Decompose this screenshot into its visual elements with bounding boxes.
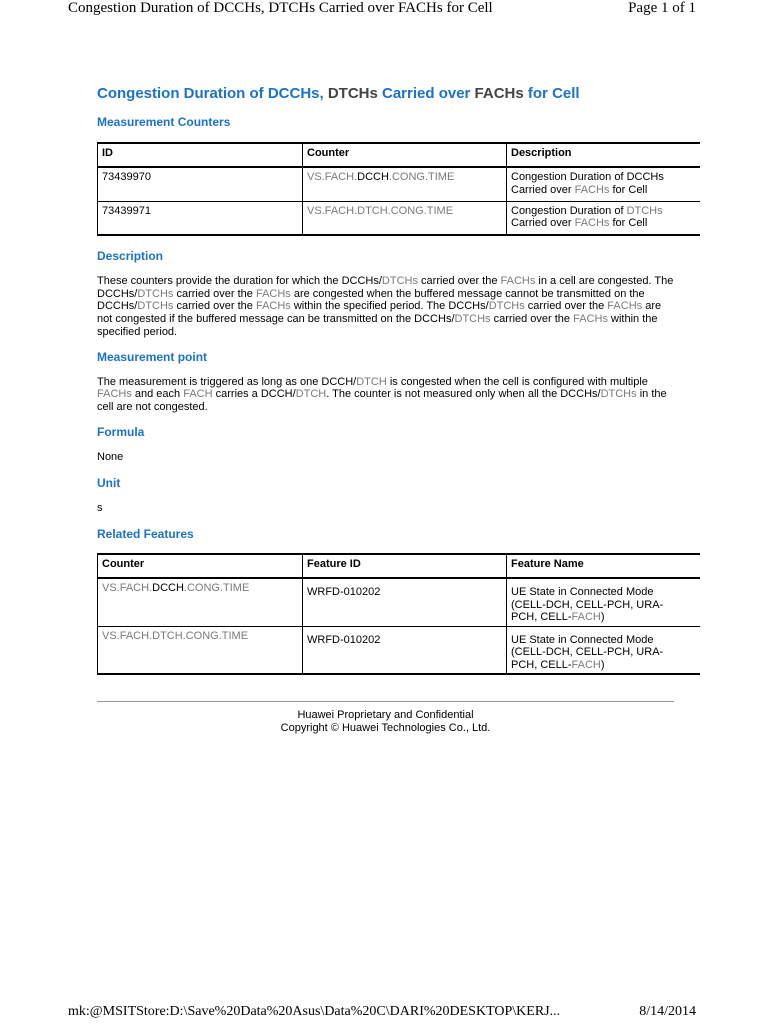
cell-id: 73439971: [98, 201, 303, 235]
cell-description: Congestion Duration of DTCHs Carried over FACHs for Cell: [507, 201, 700, 235]
cell-description: Congestion Duration of DCCHs Carried over FACHs for Cell: [507, 167, 700, 201]
measurement-point-text: The measurement is triggered as long as one DCCH/DTCH is congested when the cell is configured with multiple FACHs and each FACH carries a DCCH/DTCH. The counter is not measured only when all the DCCHs/DTCHs in the cell are not congested.: [97, 375, 667, 413]
features-table: [97, 553, 700, 675]
description-text: These counters provide the duration for which the DCCHs/DTCHs carried over the FACHs in a cell are congested. The DCCHs/DTCHs carried over the FACHs are congested when the buffered message cannot be transmitted on the DCCHs/DTCHs carried over the FACHs within the specified period. The DCCHs/DTCHs carried over the FACHs are not congested if the buffered message can be transmitted on the DCCHs/DTCHs carried over the FACHs within the specified period.: [97, 275, 674, 338]
unit-value: s: [97, 502, 103, 515]
cell-counter-link[interactable]: VS.FACH.DCCH.CONG.TIME: [98, 578, 303, 626]
related-features-heading: Related Features: [97, 527, 194, 542]
cell-feature-id: WRFD-010202: [303, 578, 507, 626]
cell-counter-link[interactable]: VS.FACH.DTCH.CONG.TIME: [98, 626, 303, 674]
print-footer-url: mk:@MSITStore:D:\Save%20Data%20Asus\Data%20C\DARI%20DESKTOP\KERJ...: [68, 1004, 561, 1019]
footer-divider: [97, 701, 674, 702]
col-header-feature-id: Feature ID: [303, 554, 507, 578]
measurement-point-heading: Measurement point: [97, 349, 208, 364]
cell-feature-name: UE State in Connected Mode (CELL-DCH, CELL-PCH, URA- PCH, CELL-FACH): [507, 626, 700, 674]
col-header-id: ID: [98, 143, 303, 167]
print-footer-date: 8/14/2014: [639, 1004, 696, 1019]
footer-proprietary: Huawei Proprietary and Confidential: [297, 709, 474, 721]
cell-counter-link[interactable]: VS.FACH.DCCH.CONG.TIME: [303, 167, 507, 201]
cell-counter-link[interactable]: VS.FACH.DTCH.CONG.TIME: [303, 201, 507, 235]
document-body: [97, 85, 699, 675]
formula-heading: Formula: [97, 424, 145, 439]
print-header-page: Page 1 of 1: [628, 0, 696, 16]
print-header-title: Congestion Duration of DCCHs, DTCHs Carried over FACHs for Cell: [68, 0, 493, 16]
cell-feature-id: WRFD-010202: [303, 626, 507, 674]
col-header-counter: Counter: [303, 143, 507, 167]
description-heading: Description: [97, 249, 164, 263]
page-title: Congestion Duration of DCCHs, DTCHs Carried over FACHs for Cell: [97, 85, 580, 102]
print-header: [0, 0, 768, 20]
unit-heading: Unit: [97, 476, 121, 491]
table-row: [98, 167, 700, 201]
col-header-feature-name: Feature Name: [507, 554, 700, 578]
table-row: [98, 201, 700, 235]
col-header-description: Description: [507, 143, 700, 167]
table-row: [98, 578, 700, 626]
formula-value: None: [97, 450, 124, 463]
table-header-row: [98, 143, 700, 167]
measurement-counters-heading: Measurement Counters: [97, 115, 231, 129]
footer-copyright: Copyright © Huawei Technologies Co., Ltd.: [280, 722, 491, 734]
counters-table: [97, 142, 700, 236]
table-row: [98, 626, 700, 674]
col-header-counter: Counter: [98, 554, 303, 578]
cell-feature-name: UE State in Connected Mode (CELL-DCH, CELL-PCH, URA- PCH, CELL-FACH): [507, 578, 700, 626]
cell-id: 73439970: [98, 167, 303, 201]
table-header-row: [98, 554, 700, 578]
